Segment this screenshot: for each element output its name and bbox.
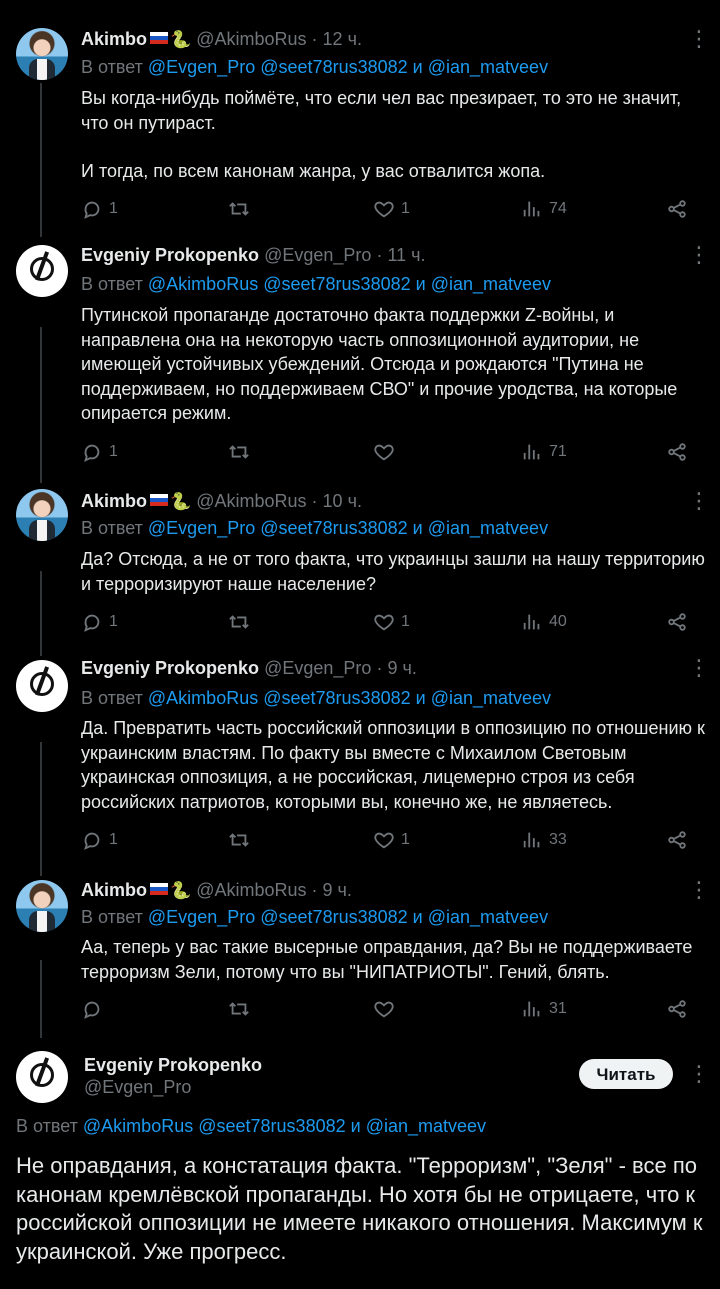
mention-link[interactable]: @AkimboRus [82,1116,194,1136]
mention-link[interactable]: @seet78rus38082 [260,518,408,538]
timestamp[interactable]: 11 ч. [387,245,426,265]
mention-link[interactable]: @ian_matveev [430,274,552,294]
more-icon[interactable]: ⋮ [688,26,710,51]
emoji [147,29,191,49]
views-button[interactable]: 71 [521,440,567,464]
mention-link[interactable]: @seet78rus38082 [198,1116,346,1136]
handle[interactable]: @Evgen_Pro [264,658,372,678]
reply-context [81,905,548,929]
more-icon[interactable]: ⋮ [688,655,710,680]
tweet-text [81,86,709,184]
reply-context [81,55,548,79]
reply-prefix: В ответ [81,274,143,294]
views-button[interactable]: 40 [521,610,567,634]
views-icon [521,829,543,851]
views-icon [521,611,543,633]
handle[interactable]: @Evgen_Pro [264,245,372,265]
avatar[interactable] [16,880,68,932]
share-icon [666,198,688,220]
reply-icon [81,998,103,1020]
avatar[interactable] [16,1051,68,1103]
like-button[interactable] [373,440,401,464]
handle[interactable]: @AkimboRus [196,491,307,511]
like-icon [373,611,395,633]
reply-and-word: и [412,907,423,927]
mention-link[interactable]: @seet78rus38082 [260,57,408,77]
snake-icon: 🐍 [170,30,192,49]
tweet-header [81,27,362,51]
retweet-icon [228,829,250,851]
display-name[interactable]: Akimbo [81,491,148,511]
like-button[interactable]: 1 [373,828,410,852]
display-name[interactable]: Evgeniy Prokopenko [84,1055,263,1075]
reply-icon [81,198,103,220]
like-icon [373,198,395,220]
reply-prefix: В ответ [81,688,143,708]
tweet-2[interactable] [0,243,720,486]
retweet-icon [228,611,250,633]
tweet-text-paragraph: Вы когда-нибудь поймёте, что если чел вас презирает, то это не значит, что он путираст. [81,88,682,133]
handle[interactable]: @AkimboRus [196,880,307,900]
main-tweet-text: Не оправдания, а констатация факта. "Терроризм", "Зеля" - все по канонам кремлёвской пропаганды. Но хотя бы не отрицаете, что к российской оппозиции не имеете никакого отношения. Максимум к украинской. Уже прогресс. [16,1153,703,1264]
reply-context [81,516,548,540]
display-name[interactable]: Evgeniy Prokopenko [81,658,260,678]
share-icon [666,441,688,463]
like-button[interactable] [373,997,401,1021]
share-icon [666,998,688,1020]
reply-icon [81,441,103,463]
reply-button[interactable]: 1 [81,197,118,221]
mention-link[interactable]: @ian_matveev [430,688,552,708]
views-icon [521,198,543,220]
tweet-actions [81,828,701,852]
reply-and-word: и [412,57,423,77]
share-button[interactable] [666,828,688,852]
avatar[interactable] [16,245,68,297]
mention-link[interactable]: @Evgen_Pro [147,907,256,927]
avatar[interactable] [16,489,68,541]
separator: · [311,491,318,511]
tweet-header [81,489,362,513]
reply-and-word: и [412,518,423,538]
timestamp[interactable]: 10 ч. [322,491,362,511]
separator: · [376,245,383,265]
share-button[interactable] [666,610,688,634]
avatar[interactable] [16,28,68,80]
tweet-actions [81,440,701,464]
reply-icon [81,611,103,633]
reply-prefix: В ответ [81,57,143,77]
tweet-text-paragraph: И тогда, по всем канонам жанра, у вас отвалится жопа. [81,161,546,181]
mention-link[interactable]: @ian_matveev [427,57,549,77]
reply-button[interactable]: 1 [81,828,118,852]
retweet-button[interactable] [228,197,256,221]
tweet-text: Да? Отсюда, а не от того факта, что украинцы зашли на нашу территорию и терроризируют наше население? [81,549,705,594]
mention-link[interactable]: @seet78rus38082 [260,907,408,927]
tweet-text: Путинской пропаганде достаточно факта поддержки Z-войны, и направлена она на некоторую часть оппозиционной аудитории, не имеющей устойчивых убеждений. Отсюда и рождаются "Путина не поддерживаем, но поддерживаем СВО" и прочие уродства, на которые опирается режим. [81,305,678,423]
reply-icon [81,829,103,851]
mention-link[interactable]: @AkimboRus [147,274,259,294]
reply-button[interactable]: 1 [81,440,118,464]
tweet-text: Да. Превратить часть российский оппозиции в оппозицию по отношению к украинским властям. По факту вы вместе с Михаилом Световым украинская оппозиция, а не российская, лицемерно строя из себя российских патриотов, которыми вы, конечно же, не являетесь. [81,718,705,812]
tweet-header [81,878,352,902]
tweet-actions [81,997,701,1021]
separator: · [376,658,383,678]
mention-link[interactable]: @AkimboRus [147,688,259,708]
handle[interactable]: @Evgen_Pro [84,1077,192,1097]
timestamp[interactable]: 12 ч. [322,29,362,49]
share-button[interactable] [666,197,688,221]
timestamp[interactable]: 9 ч. [322,880,352,900]
snake-icon: 🐍 [170,492,192,511]
like-button[interactable]: 1 [373,610,410,634]
mention-link[interactable]: @ian_matveev [365,1116,487,1136]
mention-link[interactable]: @seet78rus38082 [263,274,411,294]
reply-button[interactable]: 1 [81,610,118,634]
emoji [147,491,191,511]
reply-context [81,686,551,710]
separator: · [311,29,318,49]
more-icon[interactable]: ⋮ [688,877,710,902]
views-icon [521,998,543,1020]
like-button[interactable]: 1 [373,197,410,221]
retweet-icon [228,441,250,463]
share-icon [666,829,688,851]
mention-link[interactable]: @Evgen_Pro [147,518,256,538]
like-icon [373,998,395,1020]
reply-and-word: и [415,688,426,708]
retweet-button[interactable] [228,440,256,464]
tweet-actions [81,610,701,634]
retweet-icon [228,998,250,1020]
views-button[interactable]: 31 [521,997,567,1021]
reply-button[interactable] [81,997,109,1021]
emoji [147,880,191,900]
retweet-button[interactable] [228,828,256,852]
handle[interactable]: @AkimboRus [196,29,307,49]
flag-ru-icon [150,883,168,895]
more-icon[interactable]: ⋮ [688,488,710,513]
more-icon[interactable]: ⋮ [688,1061,710,1086]
reply-prefix: В ответ [16,1116,78,1136]
flag-ru-icon [150,32,168,44]
share-button[interactable] [666,997,688,1021]
like-icon [373,829,395,851]
reply-context [16,1116,486,1137]
mention-link[interactable]: @ian_matveev [427,518,549,538]
tweet-header [81,656,417,680]
tweet-text: Аа, теперь у вас такие высерные оправдания, да? Вы не поддерживаете терроризм Зели, потому что вы "НИПАТРИОТЫ". Гений, блять. [81,937,693,982]
reply-prefix: В ответ [81,518,143,538]
share-button[interactable] [666,440,688,464]
tweet-1[interactable] [0,0,720,243]
separator: · [311,880,318,900]
reply-context [81,272,551,296]
tweet-actions [81,197,701,221]
mention-link[interactable]: @seet78rus38082 [263,688,411,708]
tweet-5[interactable] [0,876,720,1041]
flag-ru-icon [150,494,168,506]
retweet-button[interactable] [228,610,256,634]
reply-prefix: В ответ [81,907,143,927]
retweet-button[interactable] [228,997,256,1021]
mention-link[interactable]: @Evgen_Pro [147,57,256,77]
tweet-4[interactable] [0,656,720,876]
views-button[interactable]: 33 [521,828,567,852]
tweet-header [81,243,426,267]
more-icon[interactable]: ⋮ [688,242,710,267]
reply-and-word: и [350,1116,361,1136]
display-name[interactable]: Akimbo [81,29,148,49]
mention-link[interactable]: @ian_matveev [427,907,549,927]
display-name[interactable]: Akimbo [81,880,148,900]
timestamp[interactable]: 9 ч. [387,658,417,678]
reply-and-word: и [415,274,426,294]
views-button[interactable]: 74 [521,197,567,221]
follow-button[interactable]: Читать [579,1059,673,1089]
tweet-3[interactable] [0,486,720,656]
avatar[interactable] [16,660,68,712]
snake-icon: 🐍 [170,881,192,900]
retweet-icon [228,198,250,220]
views-icon [521,441,543,463]
share-icon [666,611,688,633]
like-icon [373,441,395,463]
display-name[interactable]: Evgeniy Prokopenko [81,245,260,265]
